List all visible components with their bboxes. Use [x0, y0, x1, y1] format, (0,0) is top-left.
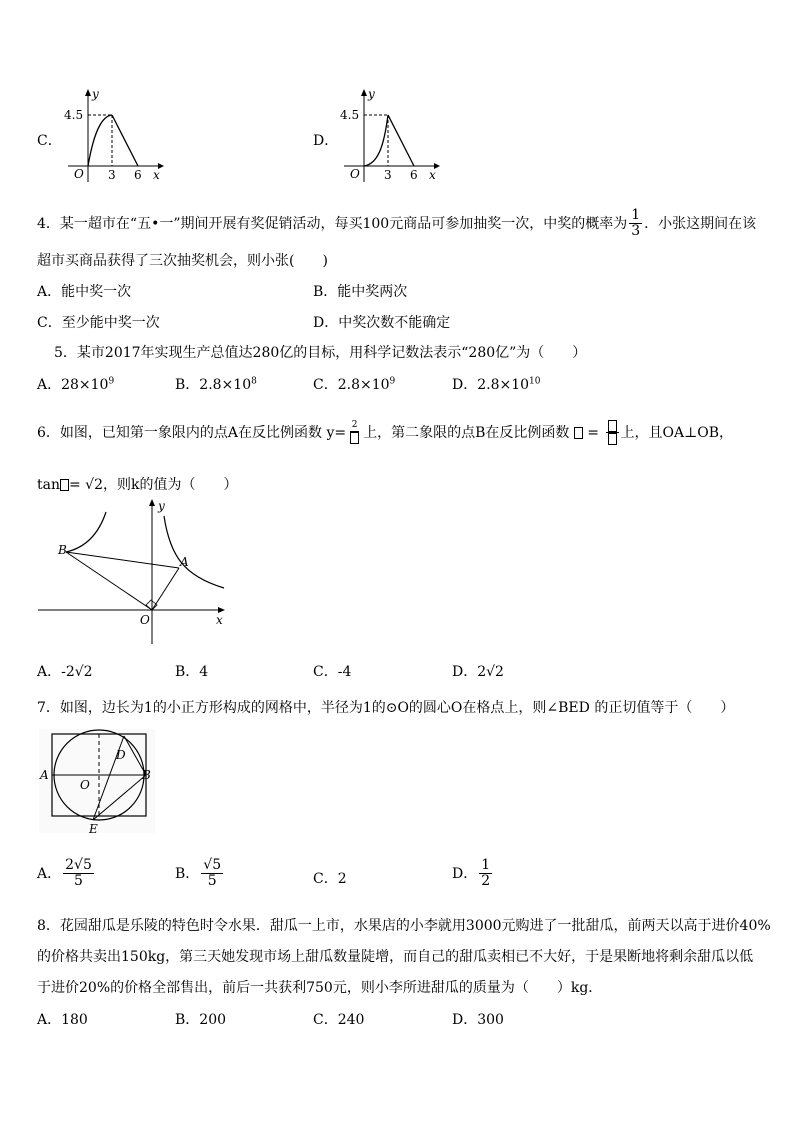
q8-option-a: A．180: [37, 1012, 88, 1028]
q3-option-c-label: C．: [37, 133, 62, 149]
missing-glyph-icon: [608, 433, 617, 445]
q4-stem-line1: [37, 208, 756, 240]
missing-glyph-icon: [608, 420, 617, 432]
q5-option-d: [452, 374, 541, 394]
q4-option-a: A．能中奖一次: [37, 284, 132, 300]
q8-option-d: D．300: [452, 1012, 504, 1028]
q3c-tick-3: 3: [108, 168, 116, 182]
q5-b-base: B．2.8×10: [175, 377, 252, 393]
q3c-x-label: x: [153, 168, 160, 182]
q4-stem-part2: ．小张这期间在该: [644, 215, 757, 232]
q5-d-base: D．2.8×10: [452, 377, 530, 393]
q6-stem-part2: 上，第二象限的点B在反比例函数: [363, 424, 570, 441]
q7-b-numerator: √5: [203, 857, 222, 873]
q7-point-b: B: [142, 768, 151, 782]
q3c-origin: O: [74, 167, 84, 181]
q6-stem-part1: 6．如图，已知第一象限内的点A在反比例函数 y=: [37, 424, 347, 441]
q7-option-d: [452, 858, 494, 890]
q7-a-denominator: 5: [74, 873, 83, 890]
q5-c-base: C．2.8×10: [313, 377, 390, 393]
q3d-y-label: y: [368, 87, 375, 101]
q7-b-label: B．: [175, 865, 200, 882]
q7-stem: 7．如图，边长为1的小正方形构成的网格中，半径为1的⊙O的圆心O在格点上，则∠BED 的正切值等于（ ）: [37, 700, 735, 716]
q7-option-a: [37, 858, 96, 890]
q3d-origin: O: [350, 167, 360, 181]
q7-d-numerator: 1: [481, 857, 491, 873]
q5-b-exp: 8: [251, 376, 257, 387]
q3-graph-c: [60, 86, 170, 186]
q8-stem-line2: 的价格共卖出150kg，第三天她发现市场上甜瓜数量陡增，而自己的甜瓜卖相已不大好，于是果断地将剩余甜瓜以低: [37, 949, 754, 965]
missing-glyph-icon: [60, 479, 69, 491]
q4-frac-denominator: 3: [631, 223, 641, 240]
q7-a-label: A．: [37, 865, 62, 882]
q7-option-c: C．2: [313, 871, 347, 887]
q7-point-a: A: [40, 768, 49, 782]
q7-d-fraction: [479, 858, 492, 890]
q8-stem-line1: 8．花园甜瓜是乐陵的特色时令水果．甜瓜一上市，水果店的小李就用3000元购进了一批甜瓜，前两天以高于进价40%: [37, 918, 771, 934]
q7-a-numerator: 2√5: [65, 857, 92, 873]
q5-stem: 5．某市2017年实现生产总值达280亿的目标，用科学记数法表示“280亿”为（ ）: [54, 345, 587, 361]
q7-center-o: O: [80, 778, 90, 792]
q5-d-exp: 10: [529, 376, 541, 387]
q8-stem-line3: 于进价20%的价格全部售出，前后一共获利750元，则小李所进甜瓜的质量为（ ）kg．: [37, 980, 603, 996]
missing-glyph-icon: [574, 427, 583, 439]
q3c-tick-6: 6: [134, 168, 142, 182]
q6-option-a: A．-2√2: [37, 664, 93, 680]
q6-option-b: B．4: [175, 664, 209, 680]
q7-option-b: [175, 858, 225, 890]
q8-option-b: B．200: [175, 1012, 227, 1028]
q4-option-c: C．至少能中奖一次: [37, 315, 160, 331]
q3c-y-label: y: [92, 87, 99, 101]
q5-a-base: A．28×10: [37, 377, 109, 393]
q3d-tick-3: 3: [384, 168, 392, 182]
q7-a-fraction: [63, 858, 94, 890]
q6-x-label: x: [216, 613, 223, 627]
q7-point-e: E: [89, 822, 98, 836]
q5-option-a: [37, 374, 114, 394]
q3d-ymax: 4.5: [340, 108, 360, 122]
q7-point-d: D: [116, 748, 126, 762]
q6-point-a: A: [180, 555, 189, 569]
q4-stem-line2: 超市买商品获得了三次抽奖机会，则小张( ): [37, 253, 328, 269]
q6-option-d: D．2√2: [452, 664, 504, 680]
q6-figure: [36, 496, 236, 646]
q8-option-c: C．240: [313, 1012, 365, 1028]
q6-frac2-denominator: [606, 433, 619, 445]
q6-frac1-denominator: [348, 432, 361, 444]
q3d-x-label: x: [429, 168, 436, 182]
q4-option-d: D．中奖次数不能确定: [313, 315, 451, 331]
q5-option-b: [175, 374, 257, 394]
q6-option-c: C．-4: [313, 664, 352, 680]
q6-frac-k-over-x: [606, 420, 619, 446]
q6-frac2-numerator: [606, 420, 619, 433]
q7-figure: [38, 728, 158, 836]
q7-b-denominator: 5: [207, 873, 217, 890]
q6-stem-line1: 6．如图，已知第一象限内的点A在反比例函数 y= 2 上，第二象限的点B在反比例函数 = 上，且OA⊥OB，: [37, 420, 733, 446]
q6-origin: O: [140, 613, 150, 627]
q4-option-b: B．能中奖两次: [313, 284, 408, 300]
q3-option-d-label: D．: [313, 133, 339, 149]
q6-frac1-numerator: 2: [351, 420, 358, 431]
q4-probability-fraction: [629, 208, 642, 240]
q3c-ymax: 4.5: [64, 108, 84, 122]
q6-y-label: y: [158, 499, 165, 513]
q4-frac-numerator: 1: [631, 207, 641, 223]
q3d-tick-6: 6: [410, 168, 418, 182]
q6-point-b: B: [58, 543, 67, 557]
q5-option-c: [313, 374, 395, 394]
q4-stem-part1: 4．某一超市在“五•一”期间开展有奖促销活动，每买100元商品可参加抽奖一次，中奖的概率为: [37, 215, 628, 232]
missing-glyph-icon: [350, 432, 359, 444]
q6-stem-part3: 上，且OA⊥OB，: [620, 424, 734, 441]
q6-frac-2-over-x: [348, 421, 361, 444]
q6-stem-part4: = √2，则k的值为（ ）: [69, 477, 238, 493]
q5-a-exp: 9: [108, 376, 115, 387]
q3-graph-d: [336, 86, 446, 186]
q5-c-exp: 9: [389, 376, 396, 387]
q7-d-label: D．: [452, 865, 478, 882]
q7-b-fraction: [201, 858, 223, 890]
q6-stem-line2: [37, 474, 238, 494]
q7-d-denominator: 2: [481, 873, 491, 890]
q6-tan-label: tan: [37, 477, 60, 493]
